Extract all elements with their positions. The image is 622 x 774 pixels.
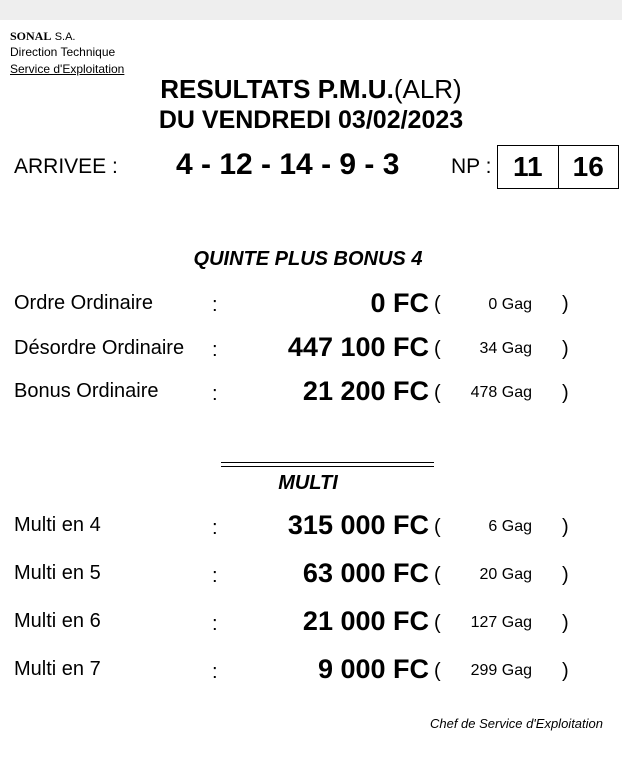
np-value: 16 (558, 146, 619, 188)
top-strip (0, 0, 622, 20)
result-paren-close: ) (562, 564, 569, 586)
signature-line: Chef de Service d'Exploitation (429, 716, 603, 731)
section-divider (221, 462, 434, 463)
result-paren-close: ) (562, 516, 569, 538)
result-label: Ordre Ordinaire (14, 292, 153, 314)
result-colon: : (212, 339, 218, 361)
result-amount: 447 100 FC (287, 332, 429, 362)
title-qualifier: (ALR) (393, 74, 462, 104)
result-label: Multi en 5 (14, 562, 101, 584)
result-label: Multi en 6 (14, 610, 101, 632)
result-winners: 478 Gag (470, 384, 532, 401)
np-box (497, 145, 619, 189)
department-name: Direction Technique (10, 45, 116, 59)
result-paren-close: ) (562, 338, 569, 360)
result-paren-open: ( (434, 564, 441, 586)
result-paren-close: ) (562, 612, 569, 634)
result-amount: 9 000 FC (317, 654, 429, 684)
company-suffix: S.A. (54, 31, 76, 43)
result-colon: : (212, 383, 218, 405)
result-paren-open: ( (434, 516, 441, 538)
result-winners: 6 Gag (488, 518, 532, 535)
result-paren-open: ( (434, 660, 441, 682)
result-paren-close: ) (562, 660, 569, 682)
result-amount: 21 000 FC (302, 606, 429, 636)
result-paren-open: ( (434, 382, 441, 404)
np-value: 11 (512, 151, 543, 182)
result-winners: 299 Gag (470, 662, 532, 679)
result-paren-close: ) (562, 382, 569, 404)
company-brand: SONAL (10, 29, 52, 43)
page-date-title: DU VENDREDI 03/02/2023 (158, 106, 464, 134)
company-name (10, 29, 75, 44)
result-amount: 21 200 FC (302, 376, 429, 406)
result-paren-open: ( (434, 338, 441, 360)
result-paren-open: ( (434, 293, 441, 315)
arrivee-numbers: 4 - 12 - 14 - 9 - 3 (176, 148, 400, 181)
result-winners: 127 Gag (470, 614, 532, 631)
result-winners: 0 Gag (488, 296, 532, 313)
result-label: Désordre Ordinaire (14, 337, 185, 359)
service-name: Service d'Exploitation (10, 62, 125, 76)
result-colon: : (212, 661, 218, 683)
section-title-multi: MULTI (278, 472, 338, 494)
np-label: NP : (451, 155, 492, 178)
result-colon: : (212, 565, 218, 587)
arrivee-label: ARRIVEE : (14, 155, 118, 178)
result-winners: 20 Gag (479, 566, 532, 583)
result-winners: 34 Gag (479, 340, 532, 357)
result-colon: : (212, 613, 218, 635)
result-label: Bonus Ordinaire (14, 380, 159, 402)
result-paren-close: ) (562, 293, 569, 315)
section-divider (221, 466, 434, 467)
result-label: Multi en 4 (14, 514, 101, 536)
page-title (0, 73, 622, 105)
result-amount: 315 000 FC (287, 510, 429, 540)
result-paren-open: ( (434, 612, 441, 634)
title-main: RESULTATS P.M.U. (160, 74, 394, 104)
result-colon: : (212, 294, 218, 316)
result-colon: : (212, 517, 218, 539)
result-amount: 0 FC (370, 288, 429, 318)
result-label: Multi en 7 (14, 658, 101, 680)
result-amount: 63 000 FC (302, 558, 429, 588)
section-title-quinte: QUINTE PLUS BONUS 4 (193, 248, 423, 270)
